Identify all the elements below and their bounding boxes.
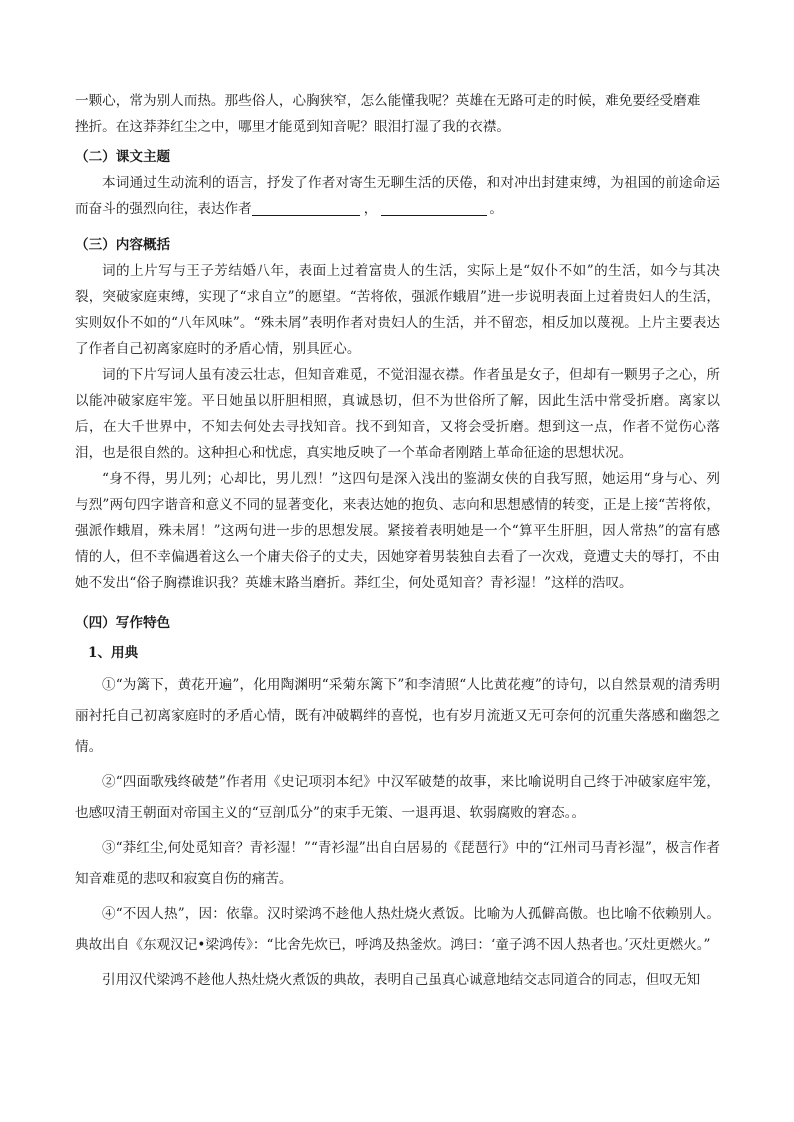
summary-paragraph-1: 词的上片写与王子芳结婚八年，表面上过着富贵人的生活，实际上是“奴仆不如”的生活，如今与其决裂，突破家庭束缚，实现了“求自立”的愿望。“苦将侬，强派作蛾眉”进一步说明表面上过着贵妇人的生活，实则奴仆不如的“八年风味”。“殊未屑”表明作者对贵妇人的生活，并不留恋，相反加以蔑视。上片主要表达了作者自己初离家庭时的矛盾心情，别具匠心。 — [75, 263, 720, 357]
theme-heading: （二）课文主题 — [75, 149, 171, 165]
allusion-item-3: ③“莽红尘,何处觅知音？青衫湿！”“青衫湿”出自白居易的《琵琶行》中的“江州司马青衫湿”，极言作者知音难觅的悲叹和寂寞自伤的痛苦。 — [75, 840, 720, 887]
intro-line-2: 挫折。在这莽莽红尘之中，哪里才能觅到知音呢？眼泪打湿了我的衣襟。 — [75, 119, 510, 135]
allusion-item-4: ④“不因人热”，因：依靠。汉时梁鸿不趁他人热灶烧火煮饭。比喻为人孤僻高傲。也比喻不依赖别人。典故出自《东观汉记•梁鸿传》：“比舍先炊已，呼鸿及热釜炊。鸿曰：‘童子鸿不因人热者也。’灭灶更燃火。” — [75, 906, 720, 953]
fill-blank-1[interactable] — [252, 200, 360, 216]
writing-heading: （四）写作特色 — [75, 615, 171, 631]
fill-blank-2[interactable] — [381, 200, 487, 216]
allusion-item-2: ②“四面歌残终破楚”作者用《史记项羽本纪》中汉军破楚的故事，来比喻说明自己终于冲破家庭牢笼，也感叹清王朝面对帝国主义的“豆剖瓜分”的束手无策、一退再退、软弱腐败的窘态。。 — [75, 774, 720, 821]
allusion-item-1: ①“为篱下，黄花开遍”，化用陶渊明“采菊东篱下”和李清照“人比黄花瘦”的诗句，以自然景观的清秀明丽衬托自己初离家庭时的矛盾心情，既有冲破羁绊的喜悦，也有岁月流逝又无可奈何的沉重失落感和幽怨之情。 — [75, 677, 720, 755]
theme-paragraph — [75, 170, 720, 222]
allusion-explanation: 引用汉代梁鸿不趁他人热灶烧火煮饭的典故，表明自己虽真心诚意地结交志同道合的同志，但叹无知 — [102, 972, 701, 988]
summary-paragraph-2: 词的下片写词人虽有凌云壮志，但知音难觅，不觉泪湿衣襟。作者虽是女子，但却有一颗男子之心，所以能冲破家庭牢笼。平日她虽以肝胆相照，真诚恳切，但不为世俗所了解，因此生活中常受折磨。离家以后，在大千世界中，不知去何处去寻找知音。找不到知音，又将会受折磨。想到这一点，作者不觉伤心落泪，也是很自然的。这种担心和忧虑，真实地反映了一个革命者刚踏上革命征途的思想状况。 — [75, 367, 720, 461]
theme-end: 。 — [489, 201, 503, 217]
intro-line-1: 一颗心，常为别人而热。那些俗人，心胸狭窄，怎么能懂我呢？英雄在无路可走的时候，难免要经受磨难 — [75, 93, 701, 109]
writing-subheading: 1、用典 — [88, 645, 139, 661]
intro-block — [75, 88, 720, 140]
theme-text: 本词通过生动流利的语言，抒发了作者对寄生无聊生活的厌倦，和对冲出封建束缚，为祖国的前途命运而奋斗的强烈向往，表达作者 — [75, 175, 720, 217]
summary-paragraph-3: “身不得，男儿列；心却比，男儿烈！”这四句是深入浅出的鉴湖女侠的自我写照，她运用“身与心、列与烈”两句四字谐音和意义不同的显著变化，来表达她的抱负、志向和思想感情的转变，正是上接“苦将侬，强派作蛾眉，殊未屑！”这两句进一步的思想发展。紧接着表明她是一个“算平生肝胆，因人常热”的富有感情的人，但不幸偏遇着这么一个庸夫俗子的丈夫，因她穿着男装独自去看了一次戏，竟遭丈夫的辱打，不由她不发出“俗子胸襟谁识我？英雄末路当磨折。莽红尘，何处觅知音？青衫湿！”这样的浩叹。 — [75, 471, 720, 591]
summary-heading: （三）内容概括 — [75, 237, 171, 253]
theme-separator: ， — [363, 201, 378, 217]
